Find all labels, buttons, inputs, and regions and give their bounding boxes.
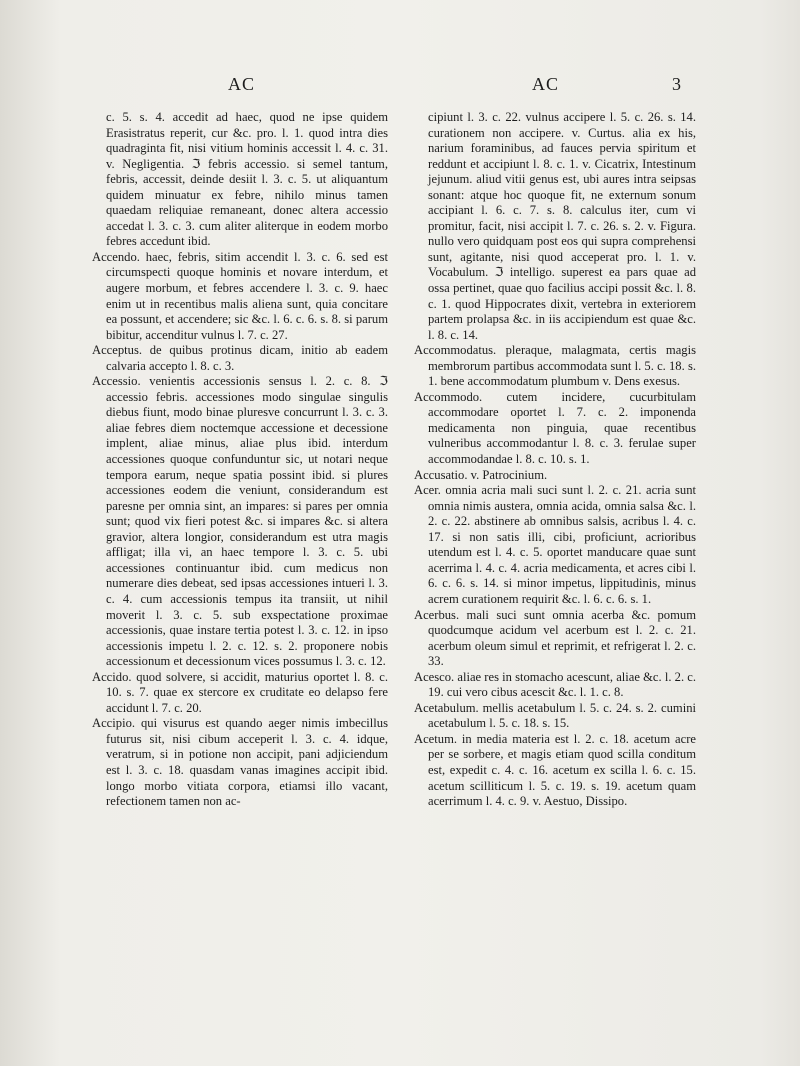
index-entry: Accommodo. cutem incidere, cucurbitulam accommodare oportet l. 7. c. 2. imponenda medicamenta non pinguia, quae recentibus vulneribus accommodantur l. 8. c. 3. ferulae super accommodandae l. 8. c. 10. s. 1. (414, 389, 696, 467)
index-entry: Accendo. haec, febris, sitim accendit l. 3. c. 6. sed est circumspecti quoque hominis et novare interdum, et augere morbum, et febres accendere l. 3. c. 9. haec enim ut in recentibus malis aliena sunt, quia concitare ea possunt, et accendere; sic &c. l. 6. c. 6. s. 8. si parum bibitur, accenditur vulnus l. 7. c. 27. (92, 249, 388, 342)
index-entry: Accommodatus. pleraque, malagmata, certis magis membrorum partibus accommodata sunt l. 5. c. 18. s. 1. bene accommodatum plumbum v. Dens exesus. (414, 343, 696, 389)
index-entry: Acetum. in media materia est l. 2. c. 18. acetum acre per se sorbere, et magis etiam quod scilla conditum est, expedit c. 4. c. 16. acetum ex scilla l. 6. c. 15. acetum scilliticum l. 5. c. 19. s. 19. acetum quam acerrimum l. 4. c. 9. v. Aestuo, Dissipo. (414, 731, 696, 809)
index-entry: Accessio. venientis accessionis sensus l. 2. c. 8. ℑ accessio febris. accessiones modo singulae singulis diebus fiunt, modo binae pluresve concurrunt l. 3. c. 3. aliae febres diem noctemque accessione et decessione implent, aliae minus, aliae plus ibid. interdum accessiones quoque confunduntur sic, ut notari neque tempora earum, neque spatia possint ibid. si plures accessiones eodem die veniunt, considerandum est paresne per omnia sint, an impares: si pares per omnia sunt; quod vix fieri potest &c. si impares &c. si altera gravior, altera longior, considerandum est utra magis affligat; illa vi, an haec tempore l. 3. c. 5. ubi accessiones continuantur ibid. cum medicus non numerare dies debeat, sed ipsas accessiones intueri l. 3. c. 4. cum accessionis tempus ita transiit, ut nihil moverit l. 3. c. 5. sub exspectatione proximae accessionis, quae instare tertia potest l. 3. c. 12. in ipso accessionis impetu l. 2. c. 12. s. 2. proponere nobis accessionum et decessionum vices possumus l. 3. c. 12. (92, 374, 388, 669)
index-entry: Acceptus. de quibus protinus dicam, initio ab eadem calvaria accepto l. 8. c. 3. (92, 343, 388, 373)
index-entry: Acesco. aliae res in stomacho acescunt, aliae &c. l. 2. c. 19. cui vero cibus acescit &c. l. 1. c. 8. (414, 669, 696, 700)
index-entry: Accusatio. v. Patrocinium. (414, 467, 548, 482)
index-entry: Acetabulum. mellis acetabulum l. 5. c. 24. s. 2. cumini acetabulum l. 5. c. 18. s. 15. (414, 700, 696, 731)
running-head-right: AC (532, 74, 560, 94)
page-number: 3 (672, 74, 681, 94)
index-entry: c. 5. s. 4. accedit ad haec, quod ne ipse quidem Erasistratus reperit, cur &c. pro. l. 1. quod intra dies quadraginta fit, nisi vitium hominis accessit l. 4. c. 31. v. Negligentia. ℑ febris accessio. si semel tantum, febris, accessit, deinde desiit l. 3. c. 5. ut aliquantum quidem minuatur ex febre, nihilo minus tamen quaedam reliquiae remaneant, donec altera accessio accedat l. 3. c. 3. cum aliter aliterque in eodem morbo febres accedunt ibid. (106, 110, 388, 249)
right-column (414, 110, 696, 810)
running-head-left: AC (228, 74, 256, 94)
index-entry: Acer. omnia acria mali suci sunt l. 2. c. 21. acria sunt omnia nimis austera, omnia acida, omnia salsa &c. l. 2. c. 22. abstinere ab omnibus salsis, acribus l. 4. c. 17. si non satis illi, cibi, proficiunt, acrioribus utendum est l. 4. c. 5. oportet manducare quae sunt acerrima l. 4. c. 4. acria medicamenta, et acres cibi l. 6. c. 6. s. 14. si minor impetus, lippitudinis, minus acrem curationem requirit &c. l. 6. c. 6. s. 1. (414, 483, 696, 606)
index-entry: cipiunt l. 3. c. 22. vulnus accipere l. 5. c. 26. s. 14. curationem non accipere. v. Curtus. alia ex his, narium foraminibus, ad fauces pervia spiritum et reddunt et accipiunt l. 8. c. 1. v. Cicatrix, Intestinum jejunum. aliud vitii genus est, ubi aures intra seipsas sonant: atque hoc quoque fit, ne externum sonum accipiant l. 6. c. 7. s. 8. calculus iter, cum vi promitur, facit, nisi accipit l. 7. c. 26. s. 2. v. Figura. nullo vero quidquam post eos qui supra comprehensi sunt, agitante, nisi quod acceperat pro. l. 1. v. Vocabulum. ℑ intelligo. superest ea pars quae ad ossa pertinet, quae quo facilius accipi possit &c. l. 8. c. 1. quod Hippocrates dixit, vertebra in exteriorem partem prolapsa &c. in iis accipiendum est quae &c. l. 8. c. 14. (428, 110, 696, 342)
index-entry: Acerbus. mali suci sunt omnia acerba &c. pomum quodcumque acidum vel acerbum est l. 2. c. 21. acerbum oleum simul et reprimit, et refrigerat l. 2. c. 33. (414, 607, 696, 669)
index-entry: Accipio. qui visurus est quando aeger nimis imbecillus futurus sit, nisi cibum acceperit l. 3. c. 4. idque, veratrum, si in potione non accipit, pani adjiciendum est l. 3. c. 18. quasdam vanas imagines accipit ibid. longo morbo vitiata corpora, etiamsi illo vacant, refectionem tamen non ac- (92, 716, 388, 809)
index-entry: Accido. quod solvere, si accidit, maturius oportet l. 8. c. 10. s. 7. quae ex stercore ex cruditate eo delapso fere accidunt l. 7. c. 20. (92, 669, 388, 715)
left-column (92, 110, 388, 810)
